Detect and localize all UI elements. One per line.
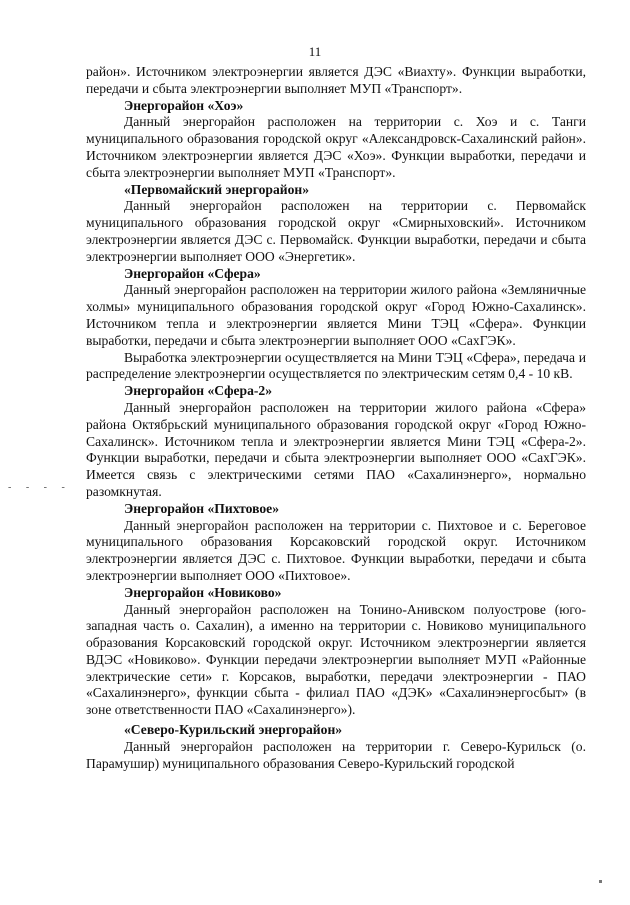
paragraph-pikhtovoe: Данный энергорайон расположен на территории с. Пихтовое и с. Береговое муниципального образования Корсаковский городской округ. Источником электроэнергии является ДЭС с. Пихтовое. Функции выработки, передачи и сбыта электроэнергии выполняет ООО «Пихтовое».: [86, 517, 586, 583]
section-heading-khoe: Энергорайон «Хоэ»: [124, 97, 244, 113]
paragraph-severo-kurilsk: Данный энергорайон расположен на территории г. Северо-Курильск (о. Парамушир) муниципального образования Северо-Курильский городской: [86, 738, 586, 771]
section-heading-sfera-2: Энергорайон «Сфера-2»: [124, 383, 273, 399]
section-heading-sfera: Энергорайон «Сфера»: [124, 265, 261, 281]
paragraph-pervomaysky: Данный энергорайон расположен на территории с. Первомайск муниципального образования городской округ «Смирныховский». Источником электроэнергии является ДЭС с. Первомайск. Функции выработки, передачи и сбыта электроэнергии выполняет ООО «Энергетик».: [86, 198, 586, 264]
section-heading-severo-kurilsk: «Северо-Курильский энергорайон»: [124, 722, 343, 738]
scan-speck: [599, 880, 602, 883]
paragraph-sfera-2-district: Данный энергорайон расположен на территории жилого района «Сфера» района Октябрьский муниципального образования городской округ «Город Южно-Сахалинск». Источником тепла и электроэнергии является Мини ТЭЦ «Сфера-2». Функции выработки, передачи и сбыта электроэнергии выполняет ООО «СахГЭК». Имеется связь с электрическими сетями ПАО «Сахалинэнерго», нормально разомкнутая.: [86, 399, 586, 499]
paragraph-sfera-1: Данный энергорайон расположен на территории жилого района «Земляничные холмы» муниципального образования городской округ «Город Южно-Сахалинск». Источником тепла и электроэнергии является Мини ТЭЦ «Сфера». Функции выработки, передачи и сбыта электроэнергии выполняет ООО «СахГЭК».: [86, 282, 586, 348]
paragraph-novikovo: Данный энергорайон расположен на Тонино-Анивском полуострове (юго-западная часть о. Сахалин), а именно на территории с. Новиково муниципального образования Корсаковский городской округ. Источником электроэнергии является ВДЭС «Новиково». Функции передачи электроэнергии выполняет МУП «Районные электрические сети» г. Корсаков, выработки, передачи электроэнергии - ПАО «Сахалинэнерго», функции сбыта - филиал ПАО «ДЭК» «Сахалинэнергосбыт» (в зоне ответственности ПАО «Сахалинэнерго»).: [86, 601, 586, 718]
paragraph-continuation: район». Источником электроэнергии является ДЭС «Виахту». Функции выработки, передачи и сбыта электроэнергии выполняет МУП «Транспорт».: [86, 64, 586, 96]
section-heading-novikovo: Энергорайон «Новиково»: [124, 584, 282, 600]
paragraph-khoe: Данный энергорайон расположен на территории с. Хоэ и с. Танги муниципального образования городской округ «Александровск-Сахалинский район». Источником электроэнергии является ДЭС «Хоэ». Функции выработки, передачи и сбыта электроэнергии выполняет МУП «Транспорт».: [86, 114, 586, 180]
paragraph-sfera-2: Выработка электроэнергии осуществляется на Мини ТЭЦ «Сфера», передача и распределение электроэнергии осуществляется по электрическим сетям 0,4 - 10 кВ.: [86, 349, 586, 382]
section-heading-pikhtovoe: Энергорайон «Пихтовое»: [124, 500, 279, 516]
margin-marks: - - - -: [8, 482, 71, 493]
document-body: [86, 64, 586, 772]
section-heading-pervomaysky: «Первомайский энергорайон»: [124, 181, 310, 197]
page-number: 11: [308, 44, 322, 59]
